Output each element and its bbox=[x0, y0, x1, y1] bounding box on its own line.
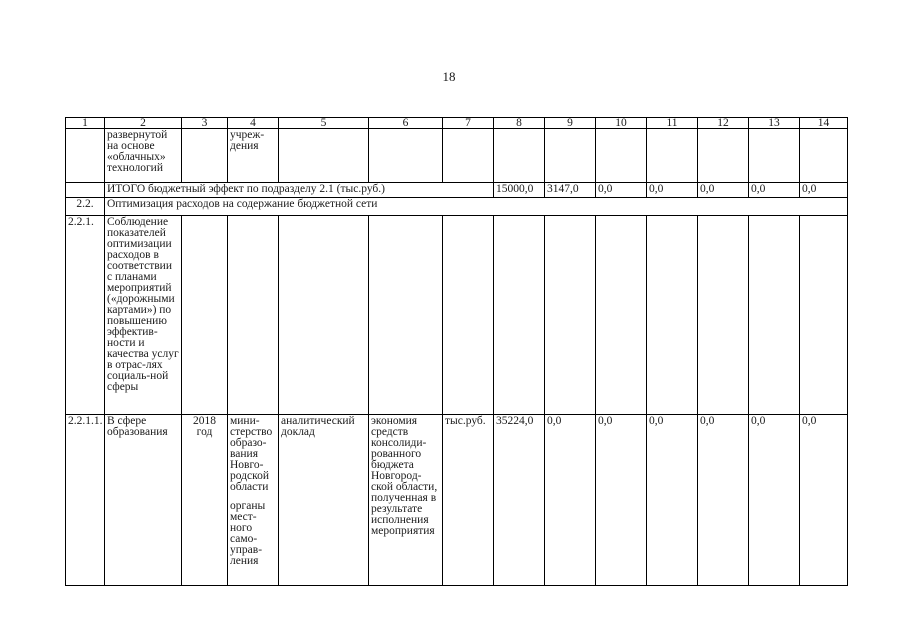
total-value: 0,0 bbox=[698, 183, 749, 198]
cell bbox=[545, 216, 596, 415]
col-header: 14 bbox=[800, 118, 848, 129]
cell bbox=[66, 183, 105, 198]
cell bbox=[369, 129, 443, 183]
total-value: 0,0 bbox=[749, 183, 800, 198]
cell bbox=[749, 129, 800, 183]
cell bbox=[647, 216, 698, 415]
item-value: 35224,0 bbox=[494, 415, 545, 586]
cell bbox=[698, 216, 749, 415]
item-unit: тыс.руб. bbox=[443, 415, 494, 586]
item-value: 0,0 bbox=[596, 415, 647, 586]
executor-local-government: органы мест-ного само-управ-ления bbox=[230, 500, 266, 567]
total-value: 15000,0 bbox=[494, 183, 545, 198]
col-header: 13 bbox=[749, 118, 800, 129]
section-number: 2.2. bbox=[66, 198, 105, 216]
total-row bbox=[66, 183, 848, 198]
cell bbox=[443, 129, 494, 183]
cell bbox=[182, 216, 228, 415]
item-year: 2018 год bbox=[182, 415, 228, 586]
total-value: 0,0 bbox=[800, 183, 848, 198]
item-description: В сфере образования bbox=[105, 415, 182, 586]
item-description: Соблюдение показателей оптимизации расходов в соответствии с планами мероприятий («дорожными картами») по повышению эффектив-ности и качества услуг в отрас-лях социаль-ной сферы bbox=[105, 216, 182, 415]
col-header: 8 bbox=[494, 118, 545, 129]
col-header: 3 bbox=[182, 118, 228, 129]
cell bbox=[494, 216, 545, 415]
cell bbox=[698, 129, 749, 183]
cell-executor: учреж-дения bbox=[228, 129, 279, 183]
cell bbox=[66, 129, 105, 183]
page-number: 18 bbox=[442, 69, 456, 84]
item-value: 0,0 bbox=[698, 415, 749, 586]
section-row bbox=[66, 198, 848, 216]
cell-description: развернутой на основе «облачных» технологий bbox=[105, 129, 182, 183]
section-title: Оптимизация расходов на содержание бюджетной сети bbox=[105, 198, 848, 216]
col-header: 6 bbox=[369, 118, 443, 129]
total-value: 3147,0 bbox=[545, 183, 596, 198]
item-value: 0,0 bbox=[749, 415, 800, 586]
cell bbox=[545, 129, 596, 183]
item-executor bbox=[228, 415, 279, 586]
col-header: 4 bbox=[228, 118, 279, 129]
budget-table bbox=[65, 117, 848, 586]
item-value: 0,0 bbox=[800, 415, 848, 586]
total-label: ИТОГО бюджетный эффект по подразделу 2.1 (тыс.руб.) bbox=[105, 183, 494, 198]
cell bbox=[647, 129, 698, 183]
cell bbox=[749, 216, 800, 415]
item-result-form: аналитический доклад bbox=[279, 415, 369, 586]
executor-ministry: мини-стерство образо-вания Новго-родской области bbox=[230, 415, 273, 493]
col-header: 9 bbox=[545, 118, 596, 129]
col-header: 12 bbox=[698, 118, 749, 129]
cell bbox=[228, 216, 279, 415]
continuation-row bbox=[66, 129, 848, 183]
cell bbox=[279, 129, 369, 183]
col-header: 7 bbox=[443, 118, 494, 129]
item-row-2-2-1 bbox=[66, 216, 848, 415]
column-number-row bbox=[66, 118, 848, 129]
total-value: 0,0 bbox=[596, 183, 647, 198]
col-header: 11 bbox=[647, 118, 698, 129]
item-number: 2.2.1. bbox=[66, 216, 105, 415]
cell bbox=[596, 216, 647, 415]
item-indicator: экономия средств консолиди-рованного бюджета Новгород-ской области, полученная в результате исполнения мероприятия bbox=[369, 415, 443, 586]
cell bbox=[800, 129, 848, 183]
cell bbox=[800, 216, 848, 415]
col-header: 10 bbox=[596, 118, 647, 129]
cell bbox=[279, 216, 369, 415]
cell bbox=[494, 129, 545, 183]
item-value: 0,0 bbox=[545, 415, 596, 586]
cell bbox=[182, 129, 228, 183]
cell bbox=[369, 216, 443, 415]
cell bbox=[596, 129, 647, 183]
total-value: 0,0 bbox=[647, 183, 698, 198]
cell bbox=[443, 216, 494, 415]
col-header: 5 bbox=[279, 118, 369, 129]
col-header: 2 bbox=[105, 118, 182, 129]
item-value: 0,0 bbox=[647, 415, 698, 586]
col-header: 1 bbox=[66, 118, 105, 129]
item-number: 2.2.1.1. bbox=[66, 415, 105, 586]
item-row-2-2-1-1 bbox=[66, 415, 848, 586]
